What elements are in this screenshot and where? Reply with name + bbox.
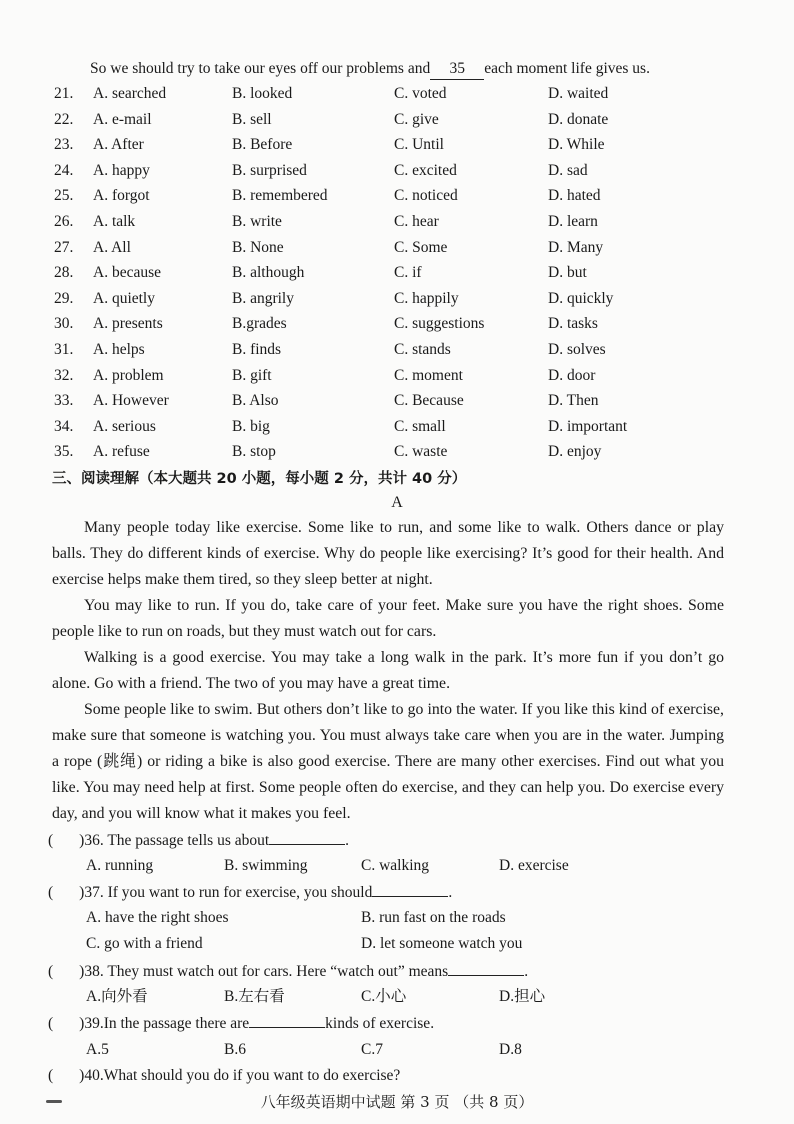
q38-option-c: C.小心 — [361, 988, 407, 1005]
question-36 — [48, 830, 349, 851]
q38-option-a: A.向外看 — [86, 988, 148, 1005]
option-b: B. surprised — [232, 161, 307, 179]
answer-paren: ( — [48, 1067, 54, 1084]
option-a: A. because — [93, 264, 161, 282]
option-a: A. talk — [93, 213, 136, 230]
answer-blank — [269, 830, 345, 845]
q39-option-a: A.5 — [86, 1041, 109, 1058]
option-d: D. donate — [548, 110, 609, 128]
answer-paren-close: ) — [79, 832, 85, 849]
question-40-stem: 40.What should you do if you want to do exercise? — [84, 1067, 401, 1084]
option-d: D. door — [548, 366, 596, 384]
question-39-stem: 39.In the passage there are — [84, 1015, 250, 1032]
option-a: A. presents — [93, 315, 163, 333]
question-number: 26. — [54, 213, 74, 230]
answer-paren-close: ) — [79, 884, 85, 901]
question-40 — [48, 1066, 400, 1086]
question-37 — [48, 882, 452, 903]
option-c: C. waste — [394, 443, 448, 461]
question-number: 23. — [54, 136, 74, 154]
option-a: A. refuse — [93, 443, 150, 461]
answer-blank — [372, 882, 448, 897]
scan-smudge — [46, 1100, 62, 1103]
option-c: C. if — [394, 264, 422, 282]
option-b: B. angrily — [232, 289, 294, 307]
answer-paren-close: ) — [79, 1015, 85, 1032]
question-38-stem-end: . — [524, 963, 529, 980]
answer-paren: ( — [48, 963, 54, 980]
option-b: B. sell — [232, 110, 272, 128]
question-number: 24. — [54, 161, 74, 179]
question-36-stem-end: . — [345, 832, 350, 849]
q36-option-b: B. swimming — [224, 857, 308, 874]
question-number: 30. — [54, 315, 74, 333]
q38-option-d: D.担心 — [499, 988, 546, 1005]
passage-paragraph-4: Some people like to swim. But others don’t like to go into the water. If you like this kind of exercise, make sure that someone is watching you. You must always take care when you are in the water. Jumping a rope (跳绳) or riding a bike is also good exercise. There are many other exercises. Find out what you like. You may need help at first. Some people often do exercise, and they can help you. Do exercise every day, and you will know what it makes you feel. — [52, 701, 724, 822]
passage-paragraph-3: Walking is a good exercise. You may take a long walk in the park. It’s more fun if you don’t go alone. Go with a friend. The two of you may have a great time. — [52, 649, 724, 692]
option-a: A. serious — [93, 417, 156, 435]
option-d: D. While — [548, 136, 605, 154]
option-a: A. quietly — [93, 289, 155, 307]
option-b: B. gift — [232, 366, 272, 384]
page-footer: 八年级英语期中试题 第 3 页 （共 8 页） — [260, 1093, 534, 1111]
answer-paren: ( — [48, 884, 54, 901]
option-b: B. finds — [232, 341, 282, 358]
q37-option-b: B. run fast on the roads — [361, 909, 506, 926]
option-d: D. sad — [548, 161, 588, 179]
question-number: 22. — [54, 110, 74, 128]
option-c: C. give — [394, 110, 439, 128]
q37-option-d: D. let someone watch you — [361, 935, 523, 952]
option-b: B.grades — [232, 315, 287, 333]
passage — [52, 515, 724, 827]
answer-paren-close: ) — [79, 1067, 85, 1084]
q39-option-b: B.6 — [224, 1041, 246, 1058]
option-c: C. stands — [394, 341, 451, 358]
question-number: 34. — [54, 417, 74, 435]
question-38 — [48, 961, 528, 982]
option-b: B. remembered — [232, 187, 328, 205]
option-d: D. hated — [548, 187, 601, 205]
question-number: 29. — [54, 289, 74, 307]
option-b: B. big — [232, 417, 270, 435]
option-d: D. important — [548, 417, 628, 435]
option-c: C. happily — [394, 289, 459, 307]
option-d: D. waited — [548, 85, 609, 102]
option-d: D. but — [548, 264, 587, 282]
option-c: C. noticed — [394, 187, 458, 205]
option-c: C. suggestions — [394, 315, 485, 333]
question-39-stem-end: kinds of exercise. — [325, 1015, 435, 1032]
option-d: D. solves — [548, 341, 606, 358]
section-heading: 三、阅读理解（本大题共 20 小题，每小题 2 分，共计 40 分） — [52, 471, 467, 487]
answer-paren: ( — [48, 1015, 54, 1032]
question-36-stem: 36. The passage tells us about — [84, 832, 270, 849]
option-c: C. hear — [394, 213, 439, 230]
option-c: C. moment — [394, 366, 463, 384]
question-39 — [48, 1013, 434, 1034]
option-d: D. learn — [548, 213, 598, 230]
q39-option-c: C.7 — [361, 1041, 383, 1058]
option-a: A. e-mail — [93, 110, 152, 128]
question-number: 35. — [54, 443, 74, 461]
question-37-stem: 37. If you want to run for exercise, you should — [84, 884, 373, 901]
option-c: C. small — [394, 417, 446, 435]
option-c: C. voted — [394, 85, 447, 102]
option-c: C. Because — [394, 392, 464, 410]
option-b: B. Also — [232, 392, 279, 410]
option-a: A. forgot — [93, 187, 150, 205]
intro-line — [90, 59, 650, 80]
option-d: D. Many — [548, 238, 604, 256]
answer-blank — [448, 961, 524, 976]
intro-text-before: So we should try to take our eyes off our problems and — [90, 60, 431, 77]
option-b: B. write — [232, 213, 282, 230]
option-d: D. tasks — [548, 315, 598, 333]
q36-option-a: A. running — [86, 857, 154, 874]
option-b: B. although — [232, 264, 305, 282]
intro-text-after: each moment life gives us. — [484, 60, 650, 77]
q39-option-d: D.8 — [499, 1041, 522, 1058]
option-b: B. looked — [232, 85, 293, 102]
answer-paren: ( — [48, 832, 54, 849]
option-d: D. quickly — [548, 289, 614, 307]
question-number: 21. — [54, 85, 74, 102]
q36-option-c: C. walking — [361, 857, 430, 874]
option-b: B. None — [232, 238, 284, 256]
option-d: D. Then — [548, 392, 599, 410]
option-d: D. enjoy — [548, 443, 602, 461]
q38-option-b: B.左右看 — [224, 988, 285, 1005]
option-c: C. Some — [394, 238, 448, 256]
question-number: 31. — [54, 341, 74, 358]
q37-option-a: A. have the right shoes — [86, 909, 229, 926]
question-number: 28. — [54, 264, 74, 282]
option-b: B. Before — [232, 136, 293, 154]
passage-paragraph-2: You may like to run. If you do, take care of your feet. Make sure you have the right shoes. Some people like to run on roads, but they must watch out for cars. — [52, 597, 724, 640]
answer-paren-close: ) — [79, 963, 85, 980]
question-number: 25. — [54, 187, 74, 205]
option-a: A. However — [93, 392, 169, 410]
question-number: 33. — [54, 392, 74, 410]
option-a: A. problem — [93, 366, 164, 384]
option-a: A. After — [93, 136, 144, 154]
option-a: A. searched — [93, 85, 167, 102]
q36-option-d: D. exercise — [499, 857, 569, 874]
option-a: A. helps — [93, 341, 145, 358]
answer-blank — [249, 1013, 325, 1028]
question-37-stem-end: . — [448, 884, 453, 901]
option-b: B. stop — [232, 443, 276, 461]
question-38-stem: 38. They must watch out for cars. Here “watch out” means — [84, 963, 449, 980]
option-a: A. happy — [93, 161, 150, 179]
option-c: C. excited — [394, 161, 457, 179]
question-number: 27. — [54, 238, 74, 256]
option-a: A. All — [93, 238, 131, 256]
passage-paragraph-1: Many people today like exercise. Some like to run, and some like to walk. Others dance or play balls. They do different kinds of exercise. Why do people like exercising? It’s good for their health. And exercise helps make them tired, so they sleep better at night. — [52, 519, 724, 588]
passage-label: A — [391, 494, 403, 511]
question-number: 32. — [54, 366, 74, 384]
option-c: C. Until — [394, 136, 444, 154]
blank-35: 35 — [430, 59, 484, 80]
q37-option-c: C. go with a friend — [86, 935, 203, 952]
